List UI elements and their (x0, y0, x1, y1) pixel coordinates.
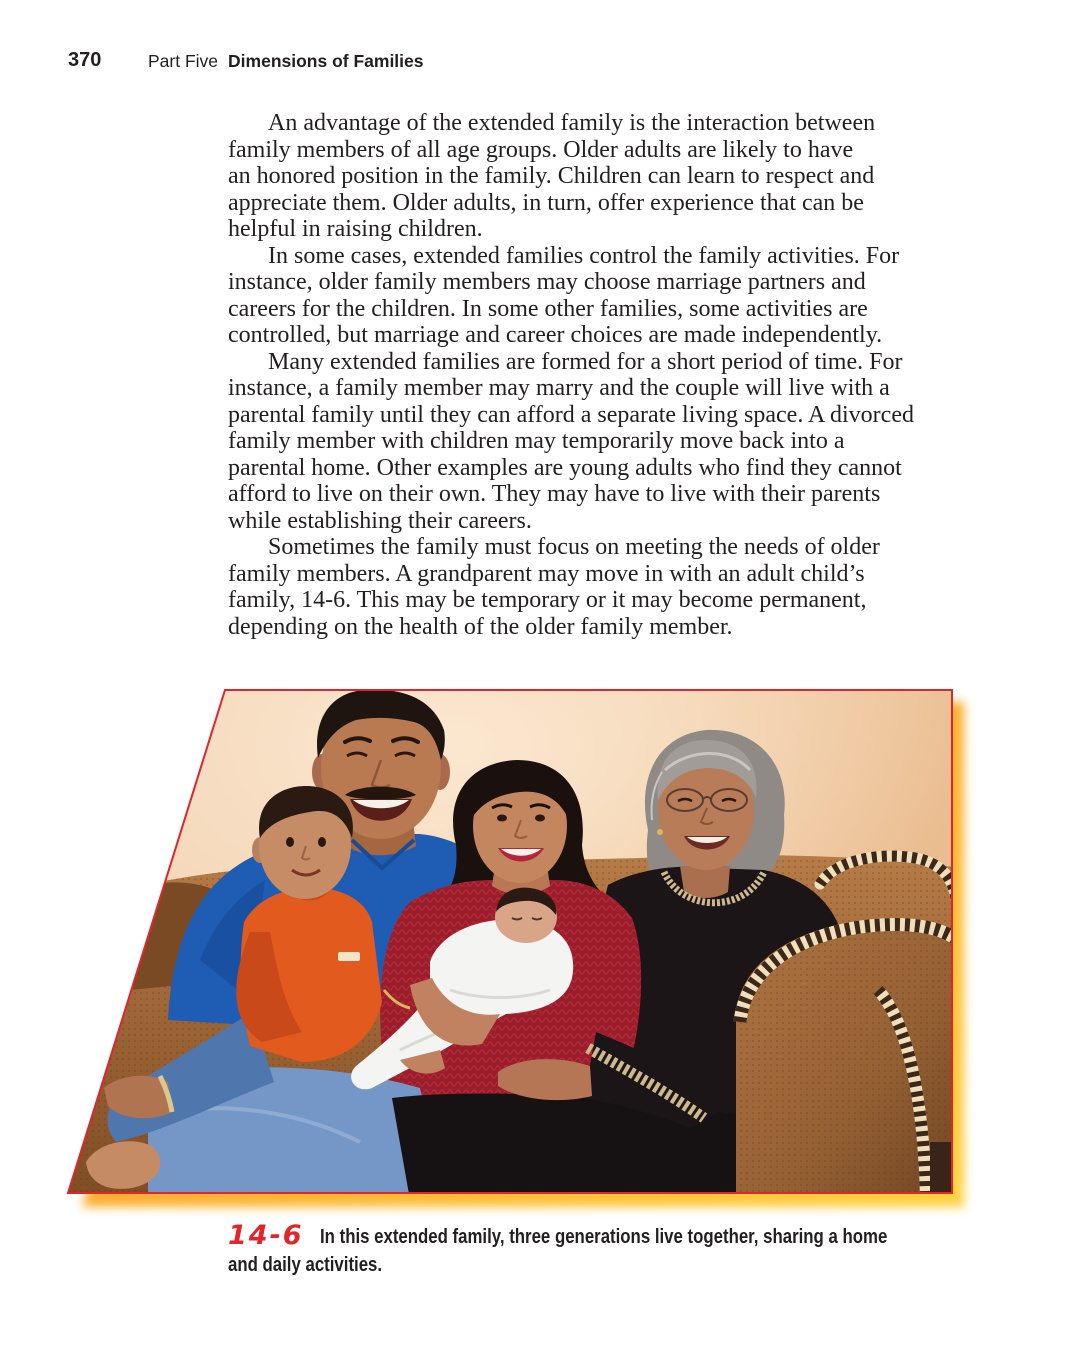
part-label: Part Five (148, 51, 219, 71)
text-line: helpful in raising children. (228, 216, 483, 242)
text-line: parental home. Other examples are young adults who find they cannot (228, 454, 902, 481)
text-line: afford to live on their own. They may have to live with their parents (228, 481, 881, 507)
figure-caption-line: and daily activities. (228, 1254, 383, 1276)
text-line: instance, older family members may choose marriage partners and (228, 269, 866, 295)
text-line: depending on the health of the older family member. (228, 613, 733, 640)
figure-number: 14-6 (228, 1220, 304, 1251)
text-line: An advantage of the extended family is the interaction between (268, 110, 876, 136)
text-line: parental family until they can afford a separate living space. A divorced (228, 401, 914, 428)
family-photo (60, 680, 980, 1220)
text-line: Many extended families are formed for a short period of time. For (268, 348, 903, 375)
paragraph-1 (228, 110, 914, 243)
text-line: controlled, but marriage and career choices are made independently. (228, 322, 883, 348)
text-line: instance, a family member may marry and the couple will live with a (228, 375, 890, 401)
paragraph-2 (228, 243, 914, 349)
text-line: family members of all age groups. Older adults are likely to have (228, 136, 854, 163)
text-line: Sometimes the family must focus on meeting the needs of older (268, 534, 880, 560)
sofa-arm (736, 919, 962, 1202)
body-text (228, 110, 914, 640)
text-line: family members. A grandparent may move in with an adult child’s (228, 560, 865, 587)
paragraph-3 (228, 349, 914, 535)
text-line: family, 14-6. This may be temporary or it may become permanent, (228, 587, 867, 613)
text-line: family member with children may temporarily move back into a (228, 428, 845, 454)
chapter-title: Dimensions of Families (228, 51, 424, 71)
text-line: careers for the children. In some other families, some activities are (228, 295, 868, 322)
paragraph-4 (228, 534, 914, 640)
figure-caption-line: In this extended family, three generations live together, sharing a home (320, 1226, 888, 1248)
text-line: appreciate them. Older adults, in turn, offer experience that can be (228, 189, 864, 216)
text-line: In some cases, extended families control the family activities. For (268, 242, 900, 269)
text-line: an honored position in the family. Children can learn to respect and (228, 163, 875, 189)
page-number: 370 (68, 49, 102, 71)
running-head (148, 50, 424, 72)
text-line: while establishing their careers. (228, 507, 532, 534)
